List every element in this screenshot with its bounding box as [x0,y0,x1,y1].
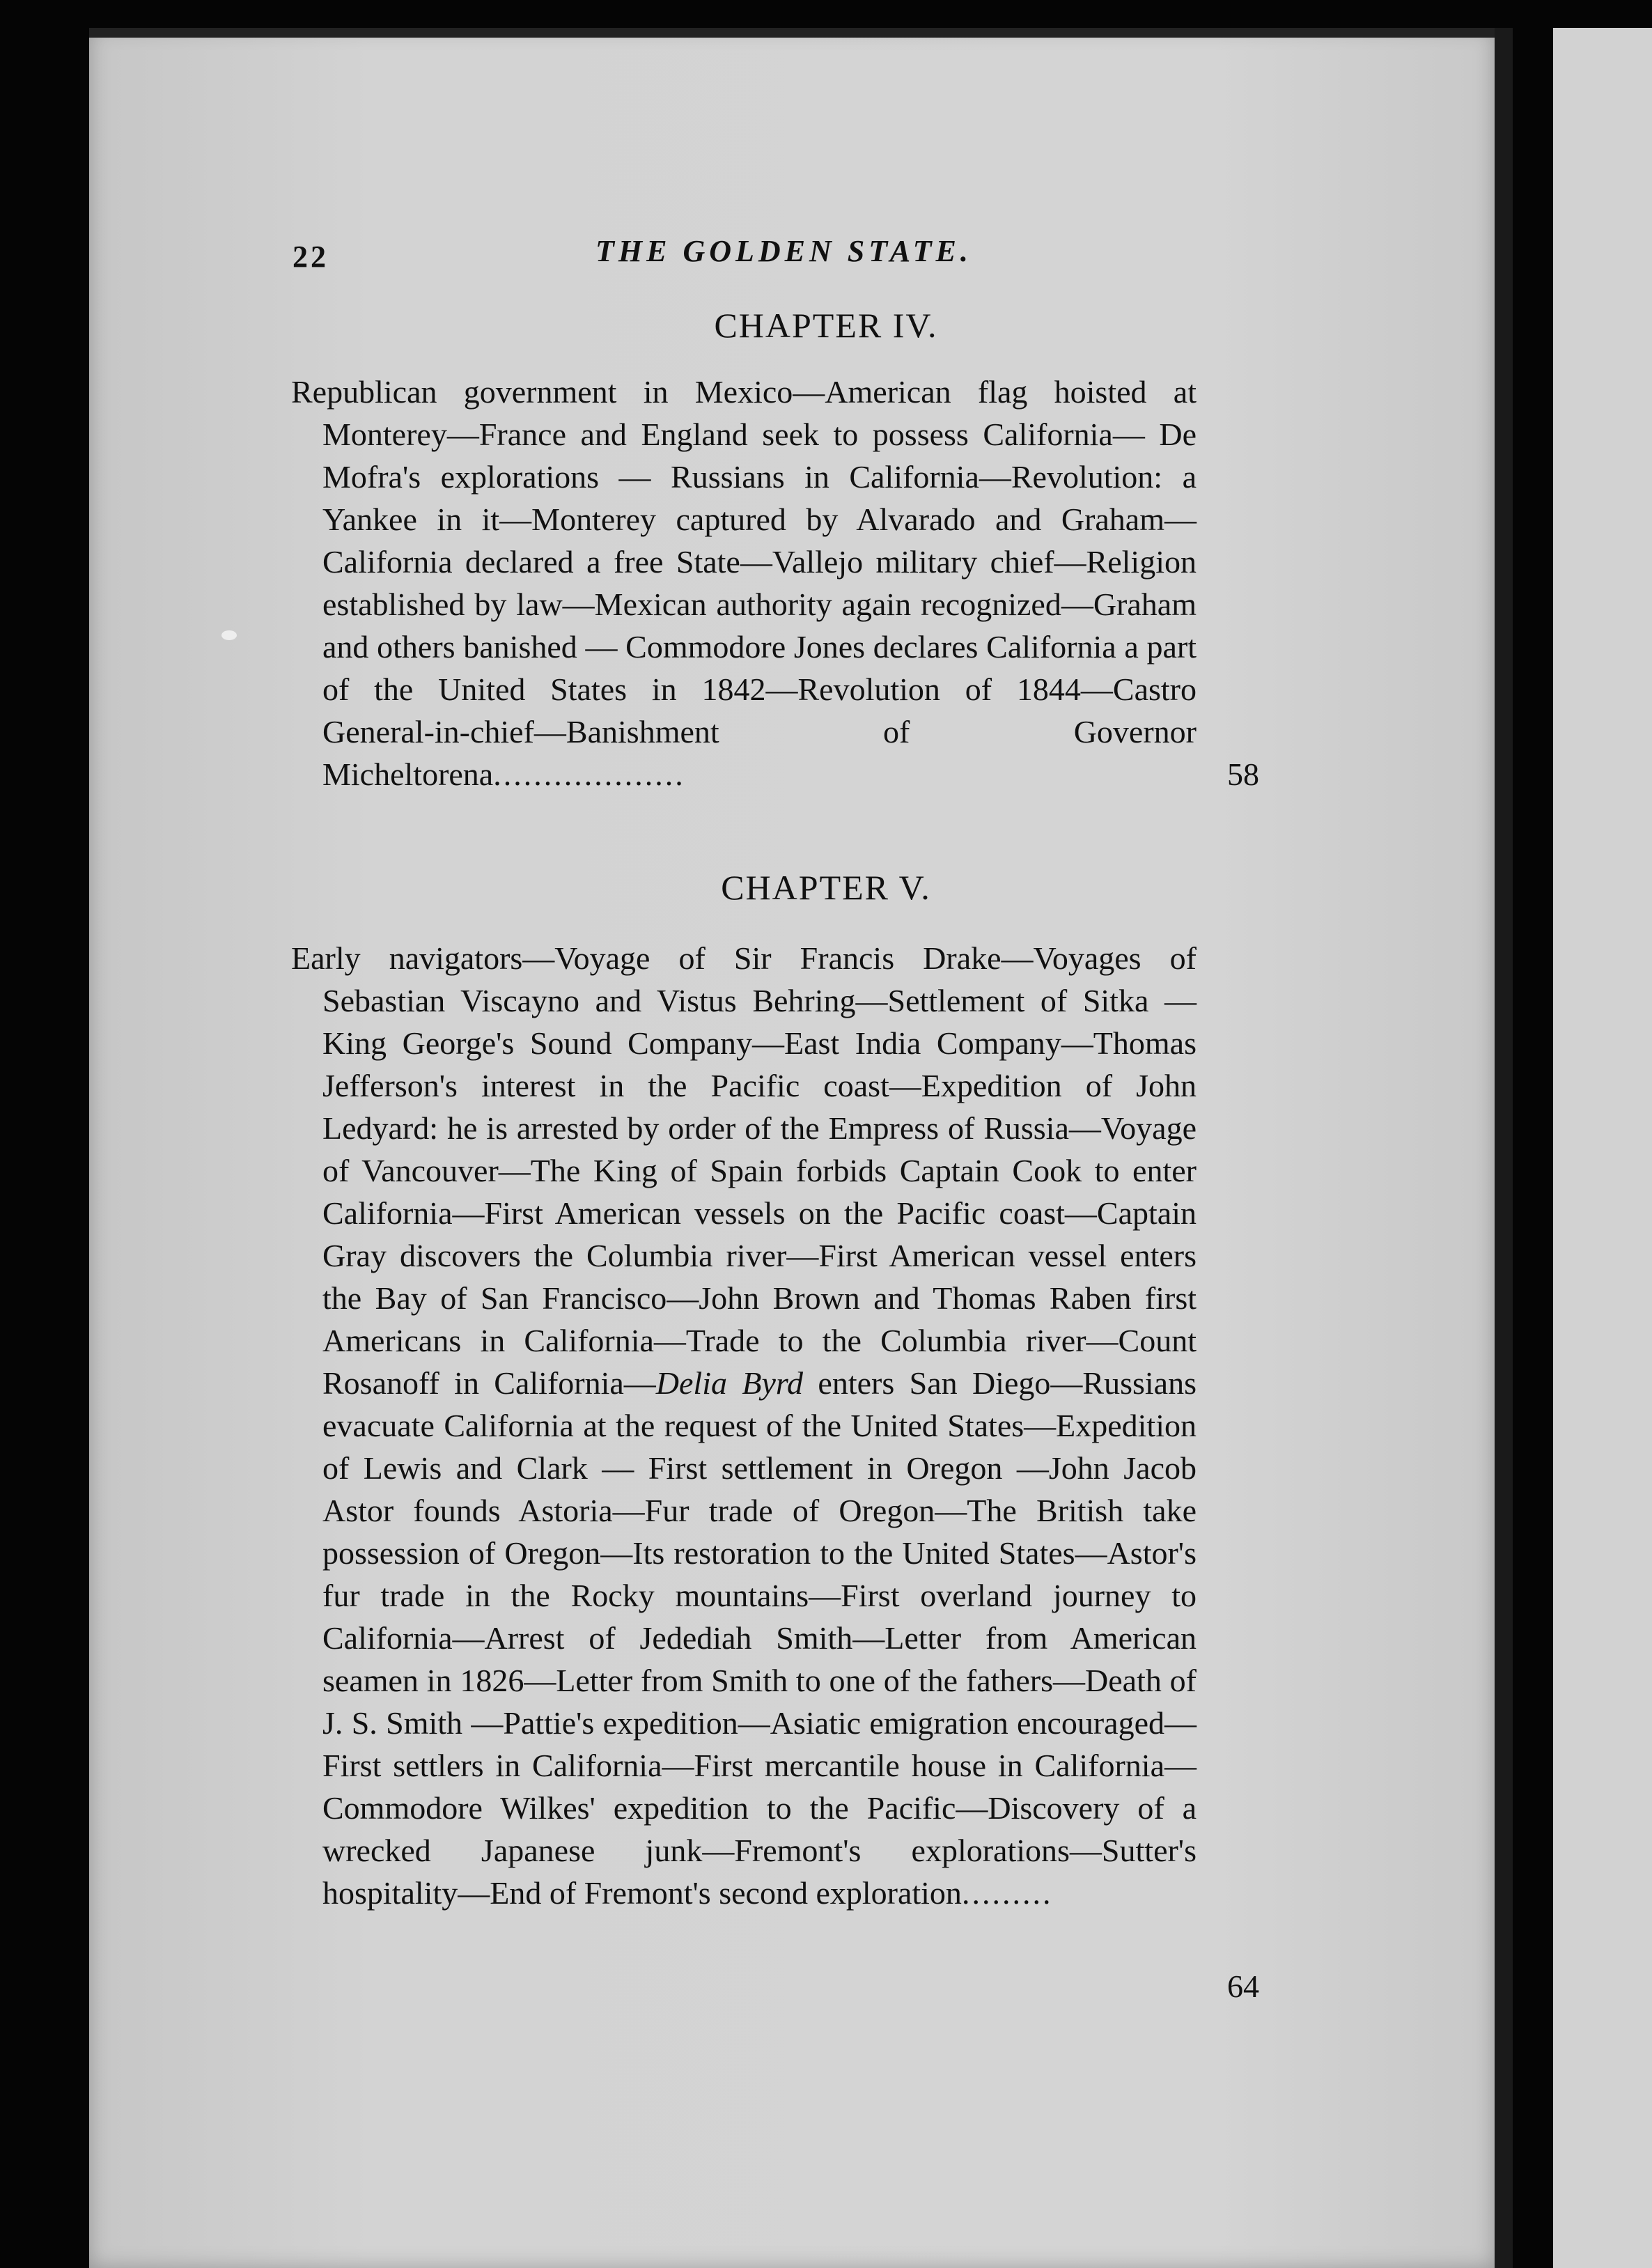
gutter-shadow [1495,28,1513,2268]
chapter-summary [291,371,1197,795]
running-head [0,233,1652,275]
summary-text-continued: enters San Diego—Russians evacuate California at the request of the United States—Expedition of Lewis and Clark — First settlement in Oregon —John Jacob Astor founds Astoria—Fur trade of Oregon—The British take possession of Oregon—Its restoration to the United States—Astor's fur trade in the Rocky mountains—First overland journey to California—Arrest of Jedediah Smith—Letter from American seamen in 1826—Letter from Smith to one of the fathers—Death of J. S. Smith —Pattie's expedition—Asiatic emigration encouraged—First settlers in California—First mercantile house in California—Commodore Wilkes' expedition to the Pacific—Discovery of a wrecked Japanese junk—Fremont's explorations—Sutter's hospitality—End of Fremont's second exploration [322,1365,1197,1911]
page-top-shadow [89,28,1495,38]
scan-speck [221,630,237,640]
chapter-summary [291,937,1197,1914]
summary-text: Republican government in Mexico—American flag hoisted at Monterey—France and England seek to possess California— De Mofra's explorations — Russians in California—Revolution: a Yankee in it—Monterey captured by Alvarado and Graham—California declared a free State—Vallejo military chief—Religion established by law—Mexican authority again recognized—Graham and others banished — Commodore Jones declares California a part of the United States in 1842—Revolution of 1844—Castro General-in-chief—Banishment of Governor Micheltorena [291,374,1197,792]
summary-text: Early navigators—Voyage of Sir Francis Drake—Voyages of Sebastian Viscayno and Vistus Behring—Settlement of Sitka —King George's Sound Company—East India Company—Thomas Jefferson's interest in the Pacific coast—Expedition of John Ledyard: he is arrested by order of the Empress of Russia—Voyage of Vancouver—The King of Spain forbids Captain Cook to enter California—First American vessels on the Pacific coast—Captain Gray discovers the Columbia river—First American vessel enters the Bay of San Francisco—John Brown and Thomas Raben first Americans in California—Trade to the Columbia river—Count Rosanoff in California— [291,940,1197,1401]
chapter-heading: CHAPTER V. [721,868,931,907]
running-title: THE GOLDEN STATE. [595,234,972,268]
chapter-page-reference: 58 [1227,756,1259,792]
chapter-heading: CHAPTER IV. [714,306,938,345]
facing-page-edge [1553,28,1652,2268]
dot-leaders: ......... [961,1875,1053,1911]
chapter-page-reference: 64 [1227,1968,1259,2004]
page-number: 22 [293,240,329,274]
ship-name-italic: Delia Byrd [655,1365,804,1401]
dot-leaders: ................... [493,756,685,792]
